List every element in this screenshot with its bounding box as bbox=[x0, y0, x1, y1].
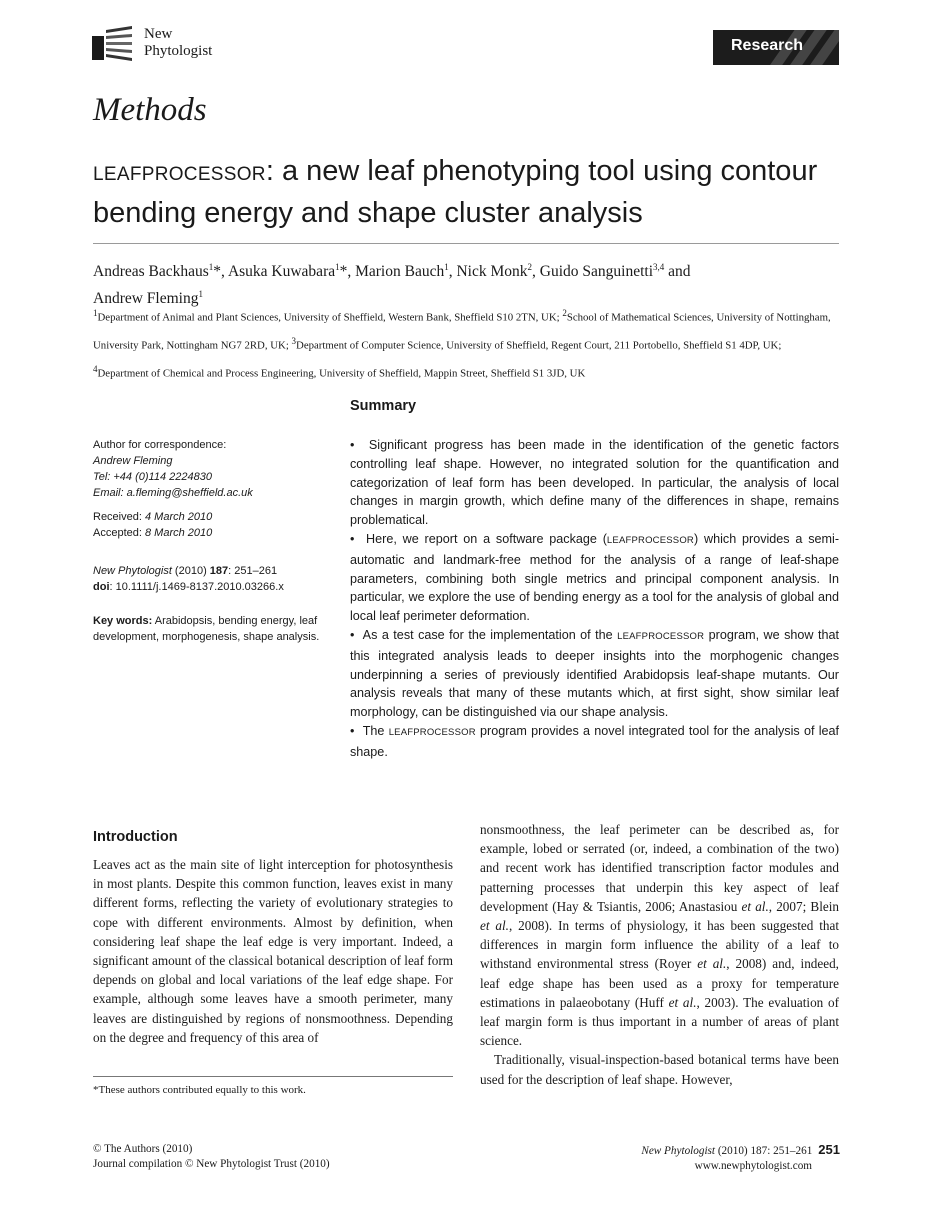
correspondence-label: Author for correspondence: bbox=[93, 439, 227, 451]
research-badge bbox=[713, 30, 839, 65]
author-name: Asuka Kuwabara bbox=[227, 263, 336, 281]
author-sep: , bbox=[532, 263, 540, 281]
received-date: 4 March 2010 bbox=[144, 511, 213, 523]
footer-journal: New Phytologist bbox=[641, 1145, 716, 1157]
affil-text: Department of Computer Science, University of Sheffield, Regent Court, 211 Portobello, Sheffield S1 4DP, UK; bbox=[296, 339, 782, 352]
footer-citation bbox=[560, 1142, 840, 1174]
doi-line[interactable] bbox=[93, 579, 333, 595]
page-number: 251 bbox=[818, 1142, 840, 1157]
footer-citation-rest: (2010) 187: 251–261 bbox=[715, 1145, 813, 1157]
summary-text: Here, we report on a software package ( bbox=[366, 531, 607, 546]
body-column-left bbox=[93, 855, 453, 1047]
footer-citation-line bbox=[560, 1142, 840, 1159]
software-name: LEAFPROCESSOR bbox=[606, 534, 694, 546]
author-sep: , bbox=[221, 263, 228, 281]
software-name: LEAFPROCESSOR bbox=[388, 726, 476, 738]
summary-body bbox=[350, 436, 839, 762]
body-column-right bbox=[480, 820, 839, 1089]
correspondence-name: Andrew Fleming bbox=[93, 455, 173, 467]
affil-text: School of Mathematical Sciences, University of Nottingham, University Park, Nottingham NG7 2RD, UK; bbox=[93, 311, 831, 352]
citation-volume: 187 bbox=[209, 565, 229, 577]
introduction-heading: Introduction bbox=[93, 829, 178, 845]
bullet: • bbox=[350, 531, 355, 546]
citation-etal: et al. bbox=[480, 918, 509, 934]
body-text: , 2008). In terms of physiology, it has been suggested that differences in margin form influence the ability of a leaf to withstand environmental stress (Royer bbox=[480, 918, 839, 972]
journal-name bbox=[144, 26, 212, 60]
author-sup: 1 bbox=[208, 262, 214, 272]
accepted-label: Accepted: bbox=[93, 527, 145, 539]
body-paragraph bbox=[480, 820, 839, 1050]
bullet: • bbox=[350, 627, 355, 642]
summary-text: As a test case for the implementation of the bbox=[362, 627, 618, 642]
summary-point bbox=[350, 530, 839, 626]
correspondence-email[interactable]: Email: a.fleming@sheffield.ac.uk bbox=[93, 487, 253, 499]
citation-year: (2010) bbox=[171, 565, 210, 577]
accepted-line bbox=[93, 525, 333, 541]
body-text: , 2007; Blein bbox=[768, 898, 839, 914]
footer-website[interactable]: www.newphytologist.com bbox=[694, 1160, 812, 1172]
summary-point bbox=[350, 626, 839, 722]
affiliations bbox=[93, 302, 839, 386]
bullet: • bbox=[350, 438, 355, 452]
author-sep: , bbox=[448, 263, 457, 281]
citation-pages: : 251–261 bbox=[228, 565, 278, 577]
summary-point bbox=[350, 436, 839, 530]
citation-etal: et al. bbox=[697, 956, 727, 972]
research-badge-label: Research bbox=[731, 37, 804, 54]
citation-etal: et al. bbox=[668, 994, 697, 1010]
author-sup: 3,4 bbox=[653, 262, 665, 272]
body-text: , 2003). The evaluation of leaf margin form is thus important in a number of areas of plant science. bbox=[480, 994, 840, 1049]
journal-name-line1: New bbox=[144, 26, 173, 42]
header-divider bbox=[93, 243, 839, 244]
journal-name-line2: Phytologist bbox=[144, 43, 213, 59]
author-star: * bbox=[339, 263, 348, 281]
author-sup: 2 bbox=[527, 262, 533, 272]
doi-value: : 10.1111/j.1469-8137.2010.03266.x bbox=[109, 581, 284, 593]
footer-copyright bbox=[93, 1142, 330, 1172]
citation-etal: et al. bbox=[741, 898, 769, 914]
keywords-label: Key words: bbox=[93, 615, 153, 627]
summary-heading: Summary bbox=[350, 398, 417, 414]
author-sep: , bbox=[347, 263, 356, 281]
affil-text: Department of Animal and Plant Sciences, University of Sheffield, Western Bank, Sheffield S10 2TN, UK; bbox=[97, 311, 563, 324]
author-name: Andreas Backhaus bbox=[93, 263, 209, 281]
affil-sup: 2 bbox=[562, 308, 567, 318]
correspondence-tel: Tel: +44 (0)114 2224830 bbox=[93, 471, 212, 483]
body-paragraph: Traditionally, visual-inspection-based botanical terms have been used for the description of leaf shape. However, bbox=[480, 1052, 839, 1087]
compilation-line: Journal compilation © New Phytologist Trust (2010) bbox=[93, 1158, 330, 1170]
keywords bbox=[93, 613, 333, 645]
title-smallcaps: LEAFPROCESSOR bbox=[93, 164, 266, 185]
citation-line bbox=[93, 563, 333, 579]
affil-sup: 3 bbox=[291, 336, 297, 347]
section-label: Methods bbox=[93, 92, 207, 128]
received-label: Received: bbox=[93, 511, 145, 523]
author-name: Guido Sanguinetti bbox=[539, 263, 653, 281]
affil-text: Department of Chemical and Process Engineering, University of Sheffield, Mappin Street, Sheffield S1 3JD, UK bbox=[97, 367, 586, 380]
author-sup: 1 bbox=[444, 262, 449, 272]
footnote-divider bbox=[93, 1076, 453, 1077]
author-sup: 1 bbox=[335, 262, 340, 272]
summary-text: program, we show that this integrated analysis leads to deeper insights into the morphogenic changes underpinning a series of previously identified Arabidopsis leaf-shape mutants. Our analysis reveals that many of these mutants which, at first sight, show similar leaf morphology, can be distinguished via our shape analysis. bbox=[350, 627, 839, 720]
summary-text: The bbox=[362, 723, 389, 738]
body-text: nonsmoothness, the leaf perimeter can be described as, for example, lobed or serrated (or, indeed, a combination of the two) and recent work has identified transcription factor modules and patterning processes that underpin this key aspect of leaf development (Hay & Tsiantis, 2006; Anastasiou bbox=[480, 822, 839, 914]
software-name: LEAFPROCESSOR bbox=[617, 630, 705, 642]
author-name: Andrew Fleming bbox=[93, 290, 199, 308]
body-paragraph: Leaves act as the main site of light interception for photosynthesis in most plants. Despite this common function, leaves exist in many different forms, reflecting the variety of evolutionary strategies to cope with different environments. Almost by definition, when considering leaf shape the leaf edge is very important. Indeed, a significant amount of the classical botanical description of leaf form depends on global and local variations of the leaf edge shape. For example, although some leaves have a smooth perimeter, many leaves are distinguished by regions of nonsmoothness. Depending on the degree and frequency of this area of bbox=[93, 857, 453, 1045]
author-sup: 1 bbox=[198, 289, 203, 300]
bullet: • bbox=[350, 723, 355, 738]
body-text: , 2008) and, indeed, leaf edge shape has been used as a proxy for temperature estimations in palaeobotany (Huff bbox=[480, 956, 839, 1010]
author-name: Nick Monk bbox=[456, 263, 528, 281]
author-name: Marion Bauch bbox=[355, 263, 445, 281]
accepted-date: 8 March 2010 bbox=[144, 527, 213, 539]
received-line bbox=[93, 509, 333, 525]
keywords-list: Arabidopsis, bending energy, leaf development, morphogenesis, shape analysis. bbox=[93, 615, 320, 643]
footnote: *These authors contributed equally to this work. bbox=[93, 1084, 306, 1096]
title-rest: : a new leaf phenotyping tool using contour bending energy and shape cluster analysis bbox=[93, 155, 818, 229]
summary-text: Significant progress has been made in the identification of the genetic factors controlling leaf shape. However, no integrated solution for the quantification and categorization of leaf form has been developed. In particular, the analysis of local changes in margin growth, which define many of the differences in shape, remains problematical. bbox=[350, 438, 839, 528]
affil-sup: 1 bbox=[93, 308, 98, 318]
article-info-sidebar bbox=[93, 437, 333, 645]
author-sep: and bbox=[664, 263, 691, 281]
citation-journal: New Phytologist bbox=[93, 565, 172, 577]
affil-sup: 4 bbox=[93, 364, 98, 375]
summary-point bbox=[350, 722, 839, 762]
author-star: * bbox=[213, 263, 222, 281]
article-title bbox=[93, 152, 853, 232]
summary-text: ) which provides a semi-automatic and landmark-free method for the analysis of a range of leaf-shape parameters, combining both single metrics and principal component analysis. In particular, we explore the use of bending energy as a tool for the analysis of global and local leaf perimeter deformation. bbox=[350, 531, 840, 624]
doi-label: doi bbox=[93, 581, 110, 593]
journal-logo-icon bbox=[92, 24, 136, 64]
copyright-line: © The Authors (2010) bbox=[93, 1143, 193, 1155]
summary-text: program provides a novel integrated tool for the analysis of leaf shape. bbox=[350, 723, 840, 759]
